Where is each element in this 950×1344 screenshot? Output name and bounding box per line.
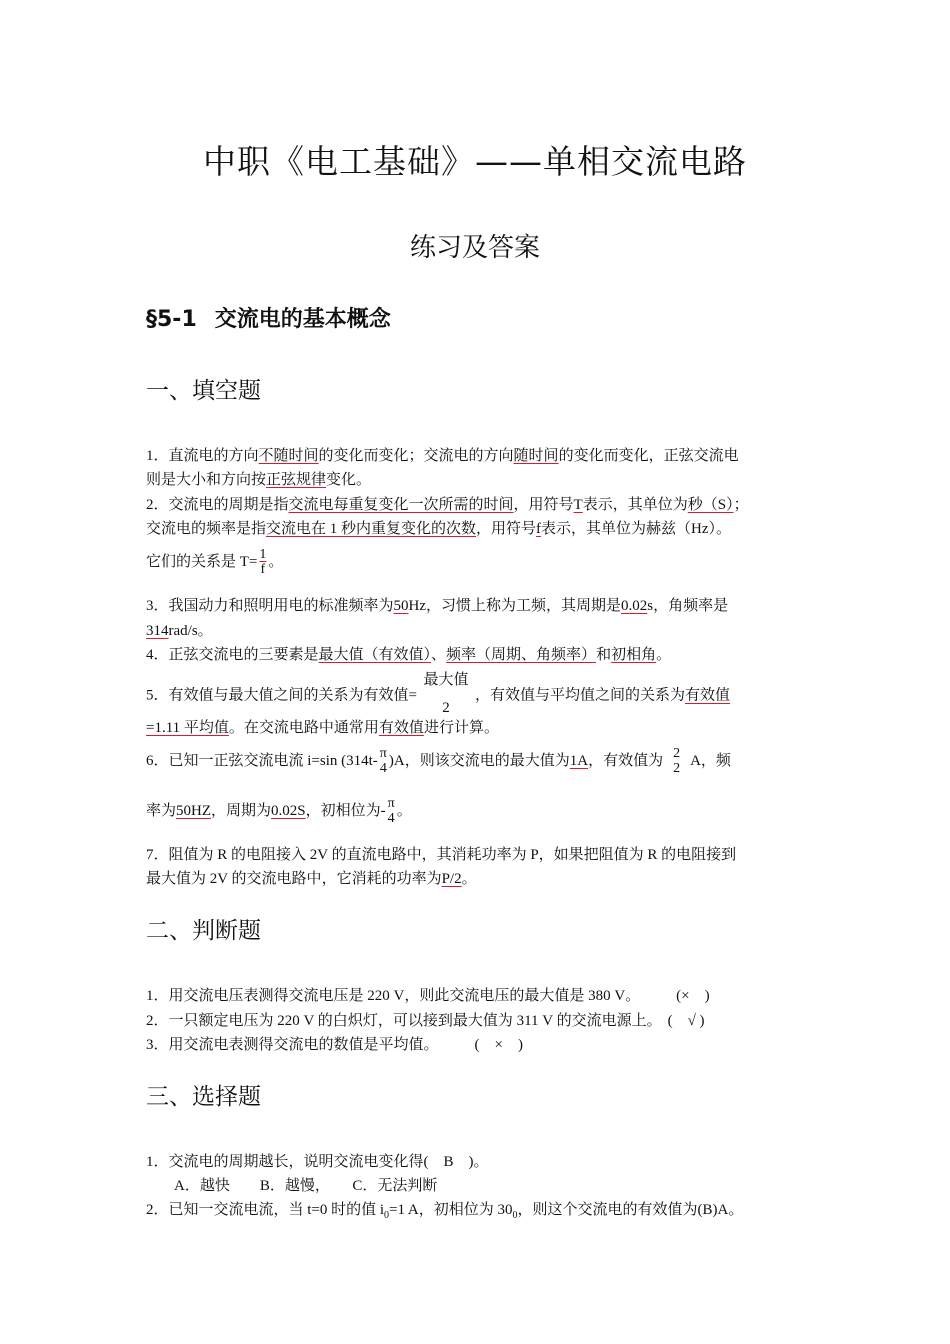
answer: 频率（周期、角频率） — [446, 647, 597, 663]
q2-line-2: 交流电的频率是指交流电在 1 秒内重复变化的次数，用符号f表示，其单位为赫兹（Hz）。 — [146, 521, 732, 537]
q7-line-1: 7．阻值为 R 的电阻接入 2V 的直流电路中，其消耗功率为 P，如果把阻值为 R 的电阻接到 — [146, 847, 737, 863]
answer: 0.02 — [621, 598, 648, 614]
fill-in-heading: 一、填空题 — [146, 378, 261, 404]
answer: 随时间 — [513, 448, 559, 464]
section-number: §5-1 — [146, 307, 197, 332]
fraction: π 4 — [387, 796, 395, 826]
mc-q1: 1．交流电的周期越长，说明交流电变化得( B )。 — [146, 1154, 489, 1170]
multiple-choice-heading: 三、选择题 — [146, 1084, 261, 1110]
q7-line-2: 最大值为 2V 的交流电路中，它消耗的功率为P/2。 — [146, 871, 477, 887]
answer: 交流电在 1 秒内重复变化的次数 — [266, 521, 477, 537]
answer: 有效值 — [684, 687, 730, 704]
answer: 1A — [569, 753, 589, 770]
q6-line-2: 率为50HZ，周期为0.02S，初相位为- π 4 。 — [146, 796, 412, 826]
tf-q3: 3．用交流电表测得交流电的数值是平均值。 ( × ) — [146, 1037, 523, 1053]
answer: 正弦规律 — [266, 472, 327, 488]
answer: 最大值（有效值） — [318, 647, 432, 663]
q5-line-1: 5．有效值与最大值之间的关系为有效值= 最大值 2 ，有效值与平均值之间的关系为有效值 — [146, 666, 730, 722]
q4-line: 4．正弦交流电的三要素是最大值（有效值）、频率（周期、角频率）和初相角。 — [146, 647, 672, 663]
q3-line-1: 3．我国动力和照明用电的标准频率为50Hz，习惯上称为工频，其周期是0.02s，角频率是 — [146, 598, 729, 614]
fraction: 最大值 2 — [423, 672, 469, 716]
fraction: π 4 — [379, 746, 387, 776]
answer: 0.02S — [271, 803, 306, 820]
document-title: 中职《电工基础》——单相交流电路 — [203, 142, 747, 181]
answer: 50 — [393, 598, 409, 614]
q2-line-1: 2．交流电的周期是指交流电每重复变化一次所需的时间，用符号T表示，其单位为秒（S）； — [146, 497, 749, 513]
mc-q2: 2．已知一交流电流，当 t=0 时的值 $i_0=1$ A，初相位为 $30_0$，则这个交流电的有效值为(B)A。 — [146, 1202, 744, 1221]
answer: 不随时间 — [258, 448, 319, 464]
tf-q2: 2．一只额定电压为 220 V 的白炽灯，可以接到最大值为 311 V 的交流电源上。 ( √ ) — [146, 1013, 705, 1029]
q1-line-2: 则是大小和方向按正弦规律变化。 — [146, 472, 372, 488]
q3-line-2: 314rad/s。 — [146, 623, 213, 639]
q6-line-1: 6．已知一正弦交流电流 i=sin (314t- π 4 )A，则该交流电的最大值为1A，有效值为 2 2 A，频 — [146, 746, 731, 776]
fraction: $\frac{1}{f}$ — [259, 547, 267, 577]
answer: 交流电每重复变化一次所需的时间 — [288, 497, 514, 513]
section-heading — [146, 302, 391, 333]
tf-q1: 1．用交流电压表测得交流电压是 220 V，则此交流电压的最大值是 380 V。 (× ) — [146, 988, 710, 1004]
true-false-heading: 二、判断题 — [146, 918, 261, 944]
mc-q1-options: A．越快 B．越慢， C．无法判断 — [174, 1178, 438, 1194]
answer: 初相角 — [611, 647, 657, 663]
section-title: 交流电的基本概念 — [214, 307, 391, 332]
answer: 314 — [146, 623, 169, 639]
answer: T — [573, 497, 583, 513]
answer: 50HZ — [176, 803, 212, 820]
document-subtitle: 练习及答案 — [409, 233, 540, 263]
answer: P/2 — [441, 871, 462, 887]
q5-line-2: =1.11 平均值。在交流电路中通常用有效值进行计算。 — [146, 720, 499, 736]
q1-line-1: 1．直流电的方向不随时间的变化而变化；交流电的方向随时间的变化而变化，正弦交流电 — [146, 448, 739, 464]
answer: 秒（S） — [687, 497, 734, 513]
q2-line-3: 它们的关系是 T= $\frac{1}{f}$ 。 — [146, 547, 284, 577]
answer: =1.11 平均值 — [146, 720, 229, 736]
answer: 有效值 — [378, 720, 424, 736]
answer: f — [536, 521, 542, 537]
fraction: 2 2 — [673, 746, 681, 776]
